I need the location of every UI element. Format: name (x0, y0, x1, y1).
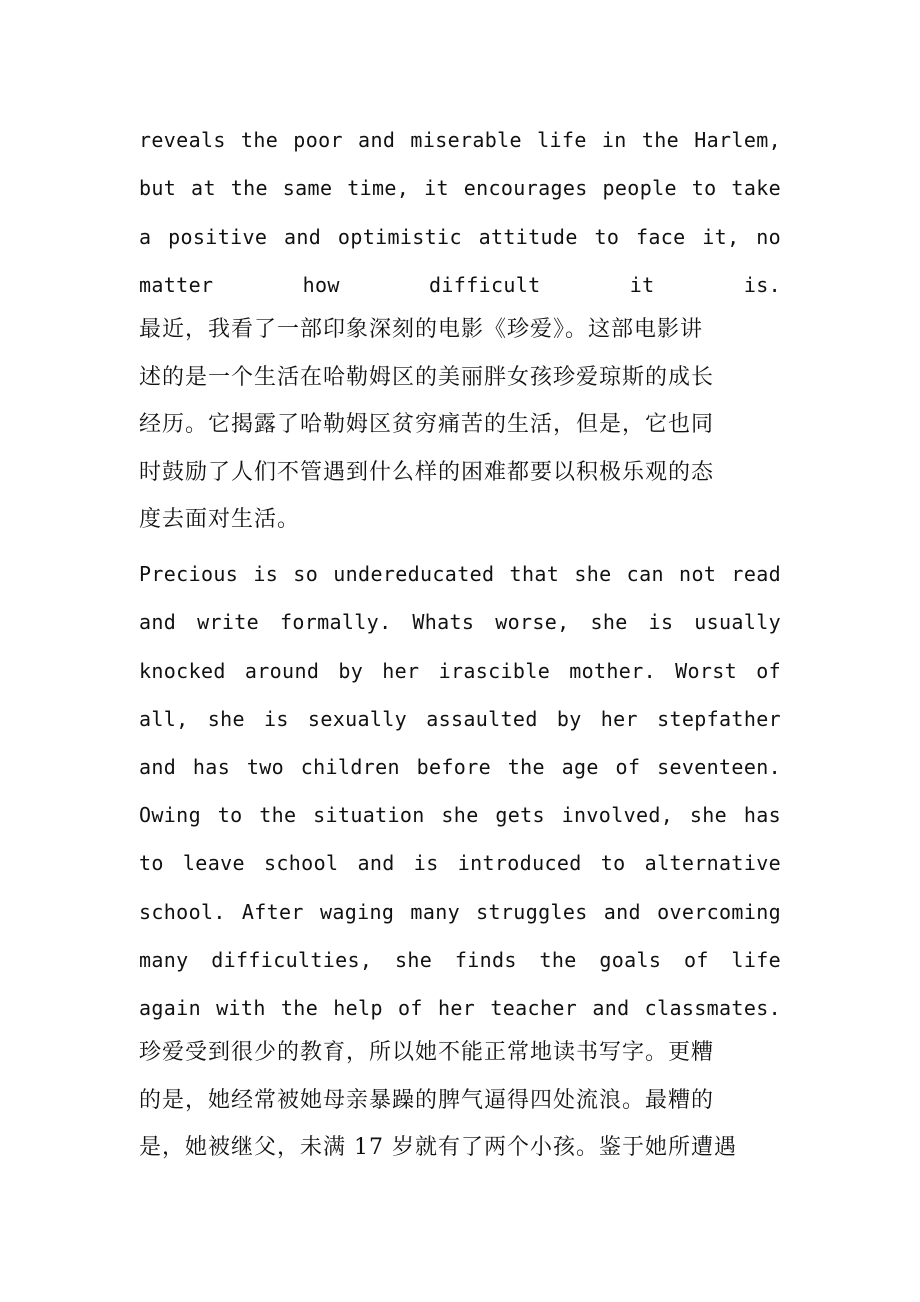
paragraph-4-line-1: 珍爱受到很少的教育，所以她不能正常地读书写字。更糟 (139, 1040, 715, 1065)
paragraph-3-line-7: to leave school and is introduced to alternative (139, 851, 781, 875)
paragraph-4-line-3: 是，她被继父，未满 17 岁就有了两个小孩。鉴于她所遭遇 (139, 1135, 737, 1160)
paragraph-3-line-1: Precious is so undereducated that she can not read (139, 562, 781, 586)
paragraph-4-line-2: 的是，她经常被她母亲暴躁的脾气逼得四处流浪。最糟的 (139, 1088, 715, 1113)
paragraph-3-line-6: Owing to the situation she gets involved, she has (139, 803, 781, 827)
paragraph-3-line-4: all, she is sexually assaulted by her stepfather (139, 707, 781, 731)
paragraph-3-line-3: knocked around by her irascible mother. Worst of (139, 659, 781, 683)
paragraph-3-line-9: many difficulties, she finds the goals of life (139, 948, 781, 972)
paragraph-1-line-3: a positive and optimistic attitude to face it, no (139, 225, 781, 249)
paragraph-3-line-10: again with the help of her teacher and classmates. (139, 996, 781, 1020)
paragraph-3-line-5: and has two children before the age of seventeen. (139, 755, 781, 779)
paragraph-2-line-5: 度去面对生活。 (139, 507, 301, 532)
paragraph-1-line-1: reveals the poor and miserable life in the Harlem, (139, 128, 781, 152)
paragraph-1-line-4: matter how difficult it is. (139, 273, 781, 297)
paragraph-3-line-2: and write formally. Whats worse, she is usually (139, 610, 781, 634)
paragraph-3-line-8: school. After waging many struggles and overcoming (139, 900, 781, 924)
paragraph-2-line-2: 述的是一个生活在哈勒姆区的美丽胖女孩珍爱琼斯的成长 (139, 365, 715, 390)
paragraph-2-line-4: 时鼓励了人们不管遇到什么样的困难都要以积极乐观的态 (139, 460, 715, 485)
paragraph-2-line-1: 最近，我看了一部印象深刻的电影《珍爱》。这部电影讲 (139, 317, 704, 342)
paragraph-1-line-2: but at the same time, it encourages people to take (139, 176, 781, 200)
paragraph-2-line-3: 经历。它揭露了哈勒姆区贫穷痛苦的生活，但是，它也同 (139, 412, 715, 437)
